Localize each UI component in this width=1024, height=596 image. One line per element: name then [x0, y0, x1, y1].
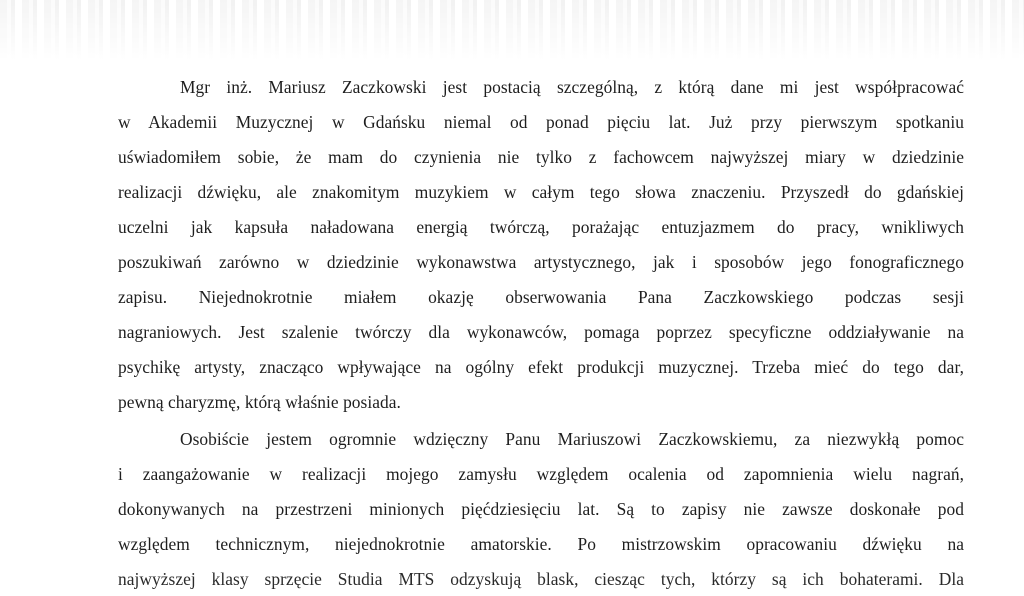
text-line: Osobiście jestem ogromnie wdzięczny Panu Mariuszowi Zaczkowskiemu, za niezwykłą pomoc: [180, 429, 964, 449]
text-line: nagraniowych. Jest szalenie twórczy dla wykonawców, pomaga poprzez specyficzne oddziaływanie na: [118, 322, 964, 342]
text-line: pewną charyzmę, którą właśnie posiada.: [118, 392, 401, 412]
text-line: w Akademii Muzycznej w Gdańsku niemal od ponad pięciu lat. Już przy pierwszym spotkaniu: [118, 112, 964, 132]
text-line: i zaangażowanie w realizacji mojego zamysłu względem ocalenia od zapomnienia wielu nagrań,: [118, 464, 964, 484]
text-line: dokonywanych na przestrzeni minionych pięćdziesięciu lat. Są to zapisy nie zawsze doskonałe pod: [118, 499, 964, 519]
text-line: najwyższej klasy sprzęcie Studia MTS odzyskują blask, ciesząc tych, którzy są ich bohaterami. Dla: [118, 569, 964, 589]
text-line: Mgr inż. Mariusz Zaczkowski jest postacią szczególną, z którą dane mi jest współpracować: [180, 77, 964, 97]
text-line: uczelni jak kapsuła naładowana energią twórczą, porażając entuzjazmem do pracy, wnikliwych: [118, 217, 964, 237]
text-line: względem technicznym, niejednokrotnie amatorskie. Po mistrzowskim opracowaniu dźwięku na: [118, 534, 964, 554]
text-line: zapisu. Niejednokrotnie miałem okazję obserwowania Pana Zaczkowskiego podczas sesji: [118, 287, 964, 307]
text-line: realizacji dźwięku, ale znakomitym muzykiem w całym tego słowa znaczeniu. Przyszedł do gdańskiej: [118, 182, 964, 202]
text-line: poszukiwań zarówno w dziedzinie wykonawstwa artystycznego, jak i sposobów jego fonograficznego: [118, 252, 964, 272]
previous-page-bleed: [0, 0, 1024, 60]
text-line: psychikę artysty, znacząco wpływające na ogólny efekt produkcji muzycznej. Trzeba mieć do tego dar,: [118, 357, 964, 377]
text-line: uświadomiłem sobie, że mam do czynienia nie tylko z fachowcem najwyższej miary w dziedzinie: [118, 147, 964, 167]
